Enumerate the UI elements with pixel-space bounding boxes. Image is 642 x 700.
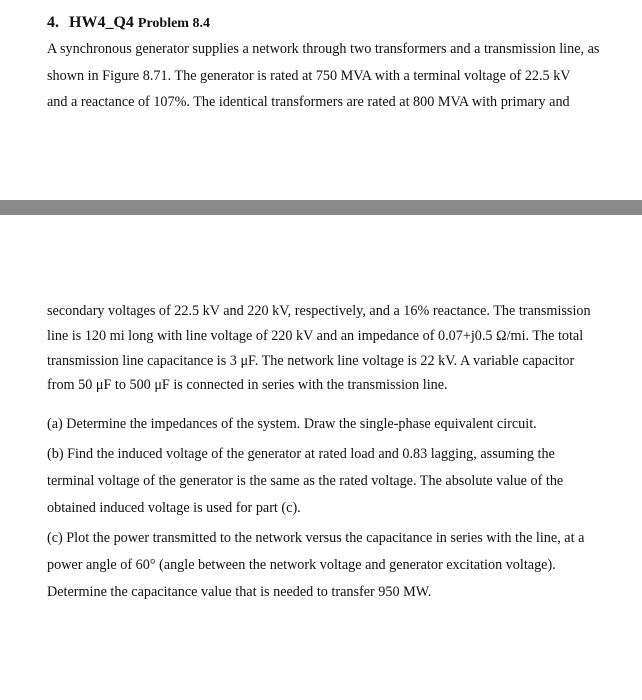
problem-number: 4. <box>47 14 59 31</box>
text-line: shown in Figure 8.71. The generator is rated at 750 MVA with a terminal voltage of 22.5 kV <box>47 67 571 84</box>
text-line: and a reactance of 107%. The identical transformers are rated at 800 MVA with primary and <box>47 94 570 110</box>
text-line: from 50 μF to 500 μF is connected in series with the transmission line. <box>47 377 448 394</box>
problem-code: HW4_Q4 <box>69 14 134 31</box>
text-line: (b) Find the induced voltage of the generator at rated load and 0.83 lagging, assuming the <box>47 446 555 462</box>
text-line: (c) Plot the power transmitted to the network versus the capacitance in series with the line, at a <box>47 530 585 546</box>
text-line: line is 120 mi long with line voltage of 220 kV and an impedance of 0.07+j0.5 Ω/mi. The total <box>47 327 584 344</box>
text-line: (a) Determine the impedances of the system. Draw the single-phase equivalent circuit. <box>47 416 537 432</box>
problem-heading <box>47 14 210 32</box>
paragraph-continued <box>47 299 627 398</box>
question-part-a <box>47 411 632 438</box>
question-part-b <box>47 441 632 522</box>
text-line: Determine the capacitance value that is needed to transfer 950 MW. <box>47 584 432 600</box>
text-line: power angle of 60° (angle between the network voltage and generator excitation voltage). <box>47 557 556 573</box>
page-divider <box>0 200 642 215</box>
problem-label: Problem 8.4 <box>137 16 210 31</box>
text-line: transmission line capacitance is 3 μF. The network line voltage is 22 kV. A variable capacitor <box>47 352 575 369</box>
text-line: A synchronous generator supplies a network through two transformers and a transmission line, as <box>47 41 600 57</box>
paragraph-intro <box>47 36 627 116</box>
text-line: secondary voltages of 22.5 kV and 220 kV, respectively, and a 16% reactance. The transmission <box>47 303 591 319</box>
text-line: obtained induced voltage is used for part (c). <box>47 500 301 516</box>
question-part-c <box>47 525 632 606</box>
text-line: terminal voltage of the generator is the same as the rated voltage. The absolute value of the <box>47 473 564 489</box>
